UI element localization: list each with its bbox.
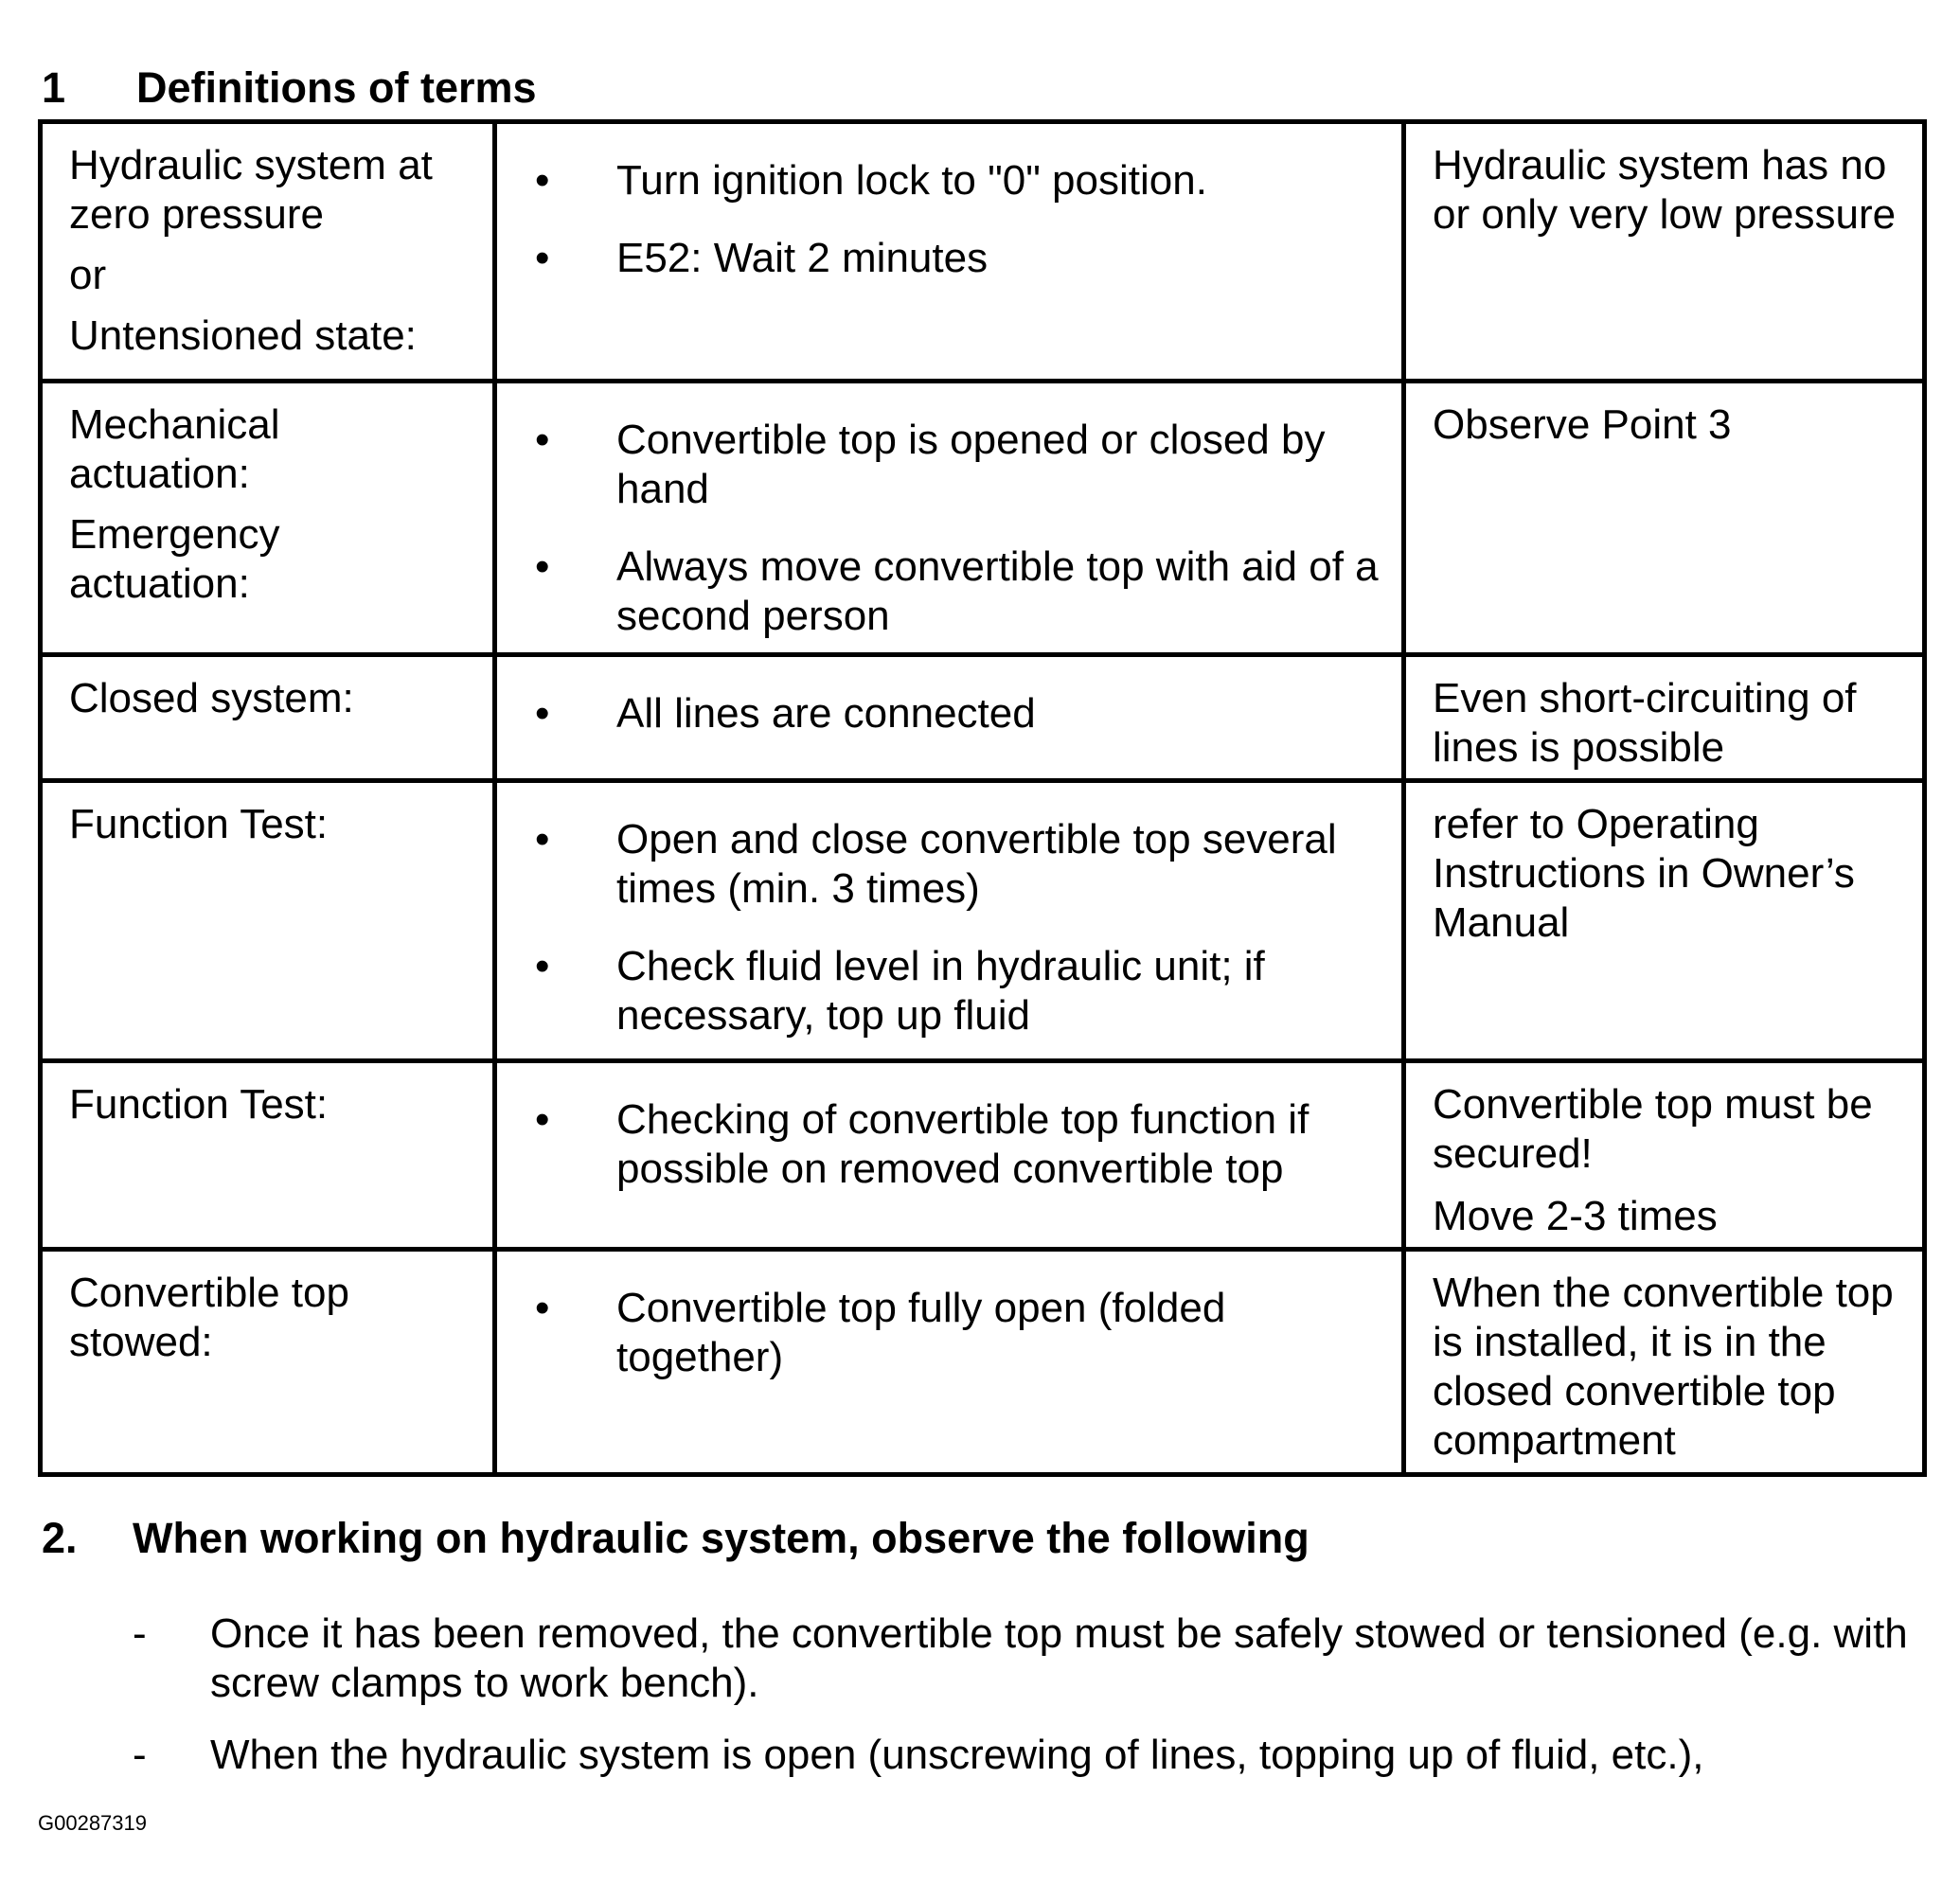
section-2-heading bbox=[42, 1514, 1310, 1562]
table-row bbox=[41, 655, 1925, 781]
term-text: Closed system: bbox=[69, 675, 354, 721]
actions-cell bbox=[495, 781, 1404, 1061]
action-text: Open and close convertible top several times (min. 3 times) bbox=[616, 816, 1337, 912]
action-text: All lines are connected bbox=[616, 690, 1036, 737]
action-text: Convertible top fully open (folded together) bbox=[616, 1285, 1226, 1380]
term-text: Emergency actuation: bbox=[69, 511, 280, 607]
table-row bbox=[41, 1250, 1925, 1475]
action-text: E52: Wait 2 minutes bbox=[616, 235, 989, 281]
note-text: Convertible top must be secured! bbox=[1433, 1081, 1873, 1177]
action-text: Check fluid level in hydraulic unit; if necessary, top up fluid bbox=[616, 943, 1265, 1039]
term-text: or bbox=[69, 252, 107, 298]
notes-cell bbox=[1404, 1061, 1925, 1250]
bullet-icon: • bbox=[535, 1285, 550, 1331]
actions-cell bbox=[495, 122, 1404, 382]
bullet-icon: • bbox=[535, 235, 550, 281]
bullet-icon: • bbox=[535, 1096, 550, 1143]
list-item bbox=[524, 234, 1379, 283]
bullet-icon: • bbox=[535, 417, 550, 463]
term-text: Convertible top stowed: bbox=[69, 1270, 349, 1365]
bullet-icon: • bbox=[535, 943, 550, 989]
note-text: Observe Point 3 bbox=[1433, 401, 1732, 448]
bullet-icon: • bbox=[535, 543, 550, 590]
definitions-table bbox=[38, 119, 1927, 1477]
table-row bbox=[41, 122, 1925, 382]
section-2-number: 2. bbox=[42, 1514, 78, 1562]
observe-text: Once it has been removed, the convertible top must be safely stowed or tensioned (e.g. with screw clamps to work bench). bbox=[210, 1610, 1908, 1706]
list-item bbox=[524, 156, 1379, 205]
notes-cell bbox=[1404, 122, 1925, 382]
table-row bbox=[41, 781, 1925, 1061]
term-cell bbox=[41, 781, 495, 1061]
term-cell bbox=[41, 1061, 495, 1250]
list-item bbox=[133, 1731, 1913, 1780]
note-text: Even short-circuiting of lines is possible bbox=[1433, 675, 1857, 771]
action-text: Convertible top is opened or closed by hand bbox=[616, 417, 1326, 512]
notes-cell bbox=[1404, 781, 1925, 1061]
list-item bbox=[524, 1095, 1379, 1194]
term-text: Untensioned state: bbox=[69, 312, 417, 359]
section-1-number: 1 bbox=[42, 63, 66, 112]
list-item bbox=[524, 1284, 1379, 1382]
notes-cell bbox=[1404, 655, 1925, 781]
observe-list bbox=[133, 1609, 1913, 1803]
term-cell bbox=[41, 1250, 495, 1475]
actions-cell bbox=[495, 1061, 1404, 1250]
list-item bbox=[524, 815, 1379, 914]
action-text: Always move convertible top with aid of a second person bbox=[616, 543, 1379, 639]
note-text: refer to Operating Instructions in Owner’s Manual bbox=[1433, 801, 1855, 946]
term-cell bbox=[41, 655, 495, 781]
bullet-icon: • bbox=[535, 816, 550, 862]
action-text: Checking of convertible top function if possible on removed convertible top bbox=[616, 1096, 1310, 1192]
dash-icon: - bbox=[133, 1732, 147, 1778]
list-item bbox=[133, 1609, 1913, 1708]
term-cell bbox=[41, 382, 495, 655]
list-item bbox=[524, 542, 1379, 641]
term-cell bbox=[41, 122, 495, 382]
note-text: When the convertible top is installed, it is in the closed convertible top compartment bbox=[1433, 1270, 1894, 1464]
actions-cell bbox=[495, 382, 1404, 655]
term-text: Mechanical actuation: bbox=[69, 401, 280, 497]
section-1-title: Definitions of terms bbox=[136, 63, 537, 112]
table-row bbox=[41, 1061, 1925, 1250]
observe-text: When the hydraulic system is open (unscrewing of lines, topping up of fluid, etc.), bbox=[210, 1732, 1704, 1778]
action-text: Turn ignition lock to "0" position. bbox=[616, 157, 1207, 204]
section-1-heading bbox=[42, 63, 537, 112]
term-text: Function Test: bbox=[69, 801, 329, 847]
actions-cell bbox=[495, 655, 1404, 781]
dash-icon: - bbox=[133, 1610, 147, 1657]
document-id: G00287319 bbox=[38, 1811, 147, 1835]
notes-cell bbox=[1404, 382, 1925, 655]
notes-cell bbox=[1404, 1250, 1925, 1475]
list-item bbox=[524, 689, 1379, 738]
term-text: Function Test: bbox=[69, 1081, 329, 1128]
note-text: Move 2-3 times bbox=[1433, 1193, 1718, 1239]
table-row bbox=[41, 382, 1925, 655]
term-text: Hydraulic system at zero pressure bbox=[69, 142, 433, 238]
bullet-icon: • bbox=[535, 690, 550, 737]
note-text: Hydraulic system has no or only very low pressure bbox=[1433, 142, 1897, 238]
bullet-icon: • bbox=[535, 157, 550, 204]
list-item bbox=[524, 942, 1379, 1040]
actions-cell bbox=[495, 1250, 1404, 1475]
section-2-title: When working on hydraulic system, observe the following bbox=[133, 1514, 1310, 1562]
list-item bbox=[524, 416, 1379, 514]
